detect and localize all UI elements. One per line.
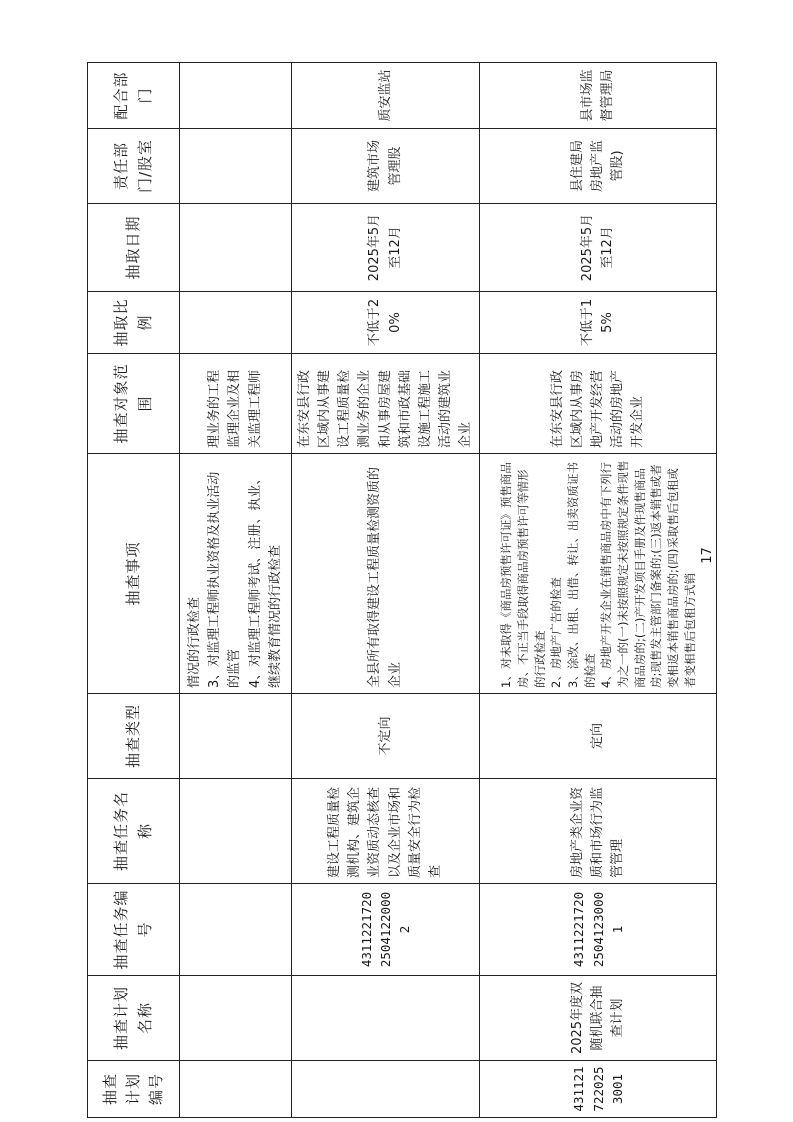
- header-date: 抽取日期: [88, 204, 180, 292]
- header-task-no: 抽查任务编号: [88, 884, 180, 976]
- cell-scope: 在东安县行政区域内从事房地产开发经营活动的房地产开发企业: [480, 354, 717, 454]
- cell-ratio: [180, 292, 292, 354]
- item-line: 1、对未取得《商品房预售许可证》预售商品房、不正当手段取得商品房预售许可等情形的行政检查: [499, 462, 547, 688]
- cell-type: 不定向: [292, 694, 480, 779]
- header-dept: 责任部门/股室: [88, 129, 180, 204]
- header-ratio: 抽取比例: [88, 292, 180, 354]
- header-scope: 抽查对象范围: [88, 354, 180, 454]
- cell-dept: [180, 129, 292, 204]
- cell-type: 定向: [480, 694, 717, 779]
- cell-dept: 县住建局房地产监管股): [480, 129, 717, 204]
- cell-dept: 建筑市场管理股: [292, 129, 480, 204]
- item-line: 3、涂改、出租、出借、转让、出卖资质证书的检查: [565, 462, 597, 688]
- item-line: 4、房地产开发企业在销售商品房中有下列行为之一的(一)未按照规定未按照规定条件现售商品房的;(二)产开发项目手册及件现售商品房;现售发主管部门备案的;(三)返本销售或者变相返本销售商品房的;(四)采取售后包租或者变相售后包租方式销: [599, 460, 697, 688]
- cell-ratio: 不低于20%: [292, 292, 480, 354]
- cell-type: [180, 694, 292, 779]
- cell-items: [180, 454, 292, 694]
- item-line: 全县所有取得建设工程质量检测资质的企业: [367, 466, 403, 688]
- cell-coop: 质安监站: [292, 63, 480, 129]
- header-task-name: 抽查任务名称: [88, 779, 180, 884]
- cell-date: 2025年5月至12月: [480, 204, 717, 292]
- cell-task-name: 房地产类企业资质和市场行为监管管理: [480, 779, 717, 884]
- inspection-plan-table: [87, 62, 717, 1118]
- cell-scope: 理业务的工程监理企业及相关监理工程师: [180, 354, 292, 454]
- cell-plan-no: 4311217220253001: [480, 1061, 717, 1118]
- table-row: [180, 63, 292, 1118]
- cell-items: [292, 454, 480, 694]
- cell-task-no: 431122172025041220002: [292, 884, 480, 976]
- cell-coop: [180, 63, 292, 129]
- table-row: [480, 63, 717, 1118]
- item-line: 2、房地产广告的检查: [549, 577, 564, 688]
- rotated-table-container: [87, 63, 700, 1118]
- cell-date: 2025年5月至12月: [292, 204, 480, 292]
- cell-task-name: 建设工程质量检测机构、建筑企业资质动态核查以及企业市场和质量安全行为检查: [292, 779, 480, 884]
- cell-plan-name: [292, 976, 480, 1061]
- cell-plan-no: [180, 1061, 292, 1118]
- header-items: 抽查事项: [88, 454, 180, 694]
- item-line: 3、对监理工程师执业资格及执业活动的监管: [207, 471, 243, 688]
- cell-items: [480, 454, 717, 694]
- page-number: 17: [699, 547, 715, 564]
- cell-task-name: [180, 779, 292, 884]
- cell-task-no: [180, 884, 292, 976]
- cell-task-no: 431122172025041230001: [480, 884, 717, 976]
- cell-plan-name: [180, 976, 292, 1061]
- cell-date: [180, 204, 292, 292]
- header-plan-name: 抽查计划名称: [88, 976, 180, 1061]
- header-coop: 配合部门: [88, 63, 180, 129]
- table-row: [292, 63, 480, 1118]
- item-line: 情况的行政检查: [187, 596, 203, 688]
- header-row: [88, 63, 180, 1118]
- header-plan-no: 抽查计划编号: [88, 1061, 180, 1118]
- cell-plan-name: 2025年度双随机联合抽查计划: [480, 976, 717, 1061]
- cell-scope: 在东安县行政区域内从事建设工程质量检测业务的企业和从事房屋建筑和市政基础设施工程施工活动的建筑业企业: [292, 354, 480, 454]
- cell-coop: 县市场监督管理局: [480, 63, 717, 129]
- header-type: 抽查类型: [88, 694, 180, 779]
- cell-ratio: 不低于15%: [480, 292, 717, 354]
- cell-plan-no: [292, 1061, 480, 1118]
- item-line: 4、对监理工程师考试、注册、执业、继续教育情况的行政检查: [247, 471, 283, 688]
